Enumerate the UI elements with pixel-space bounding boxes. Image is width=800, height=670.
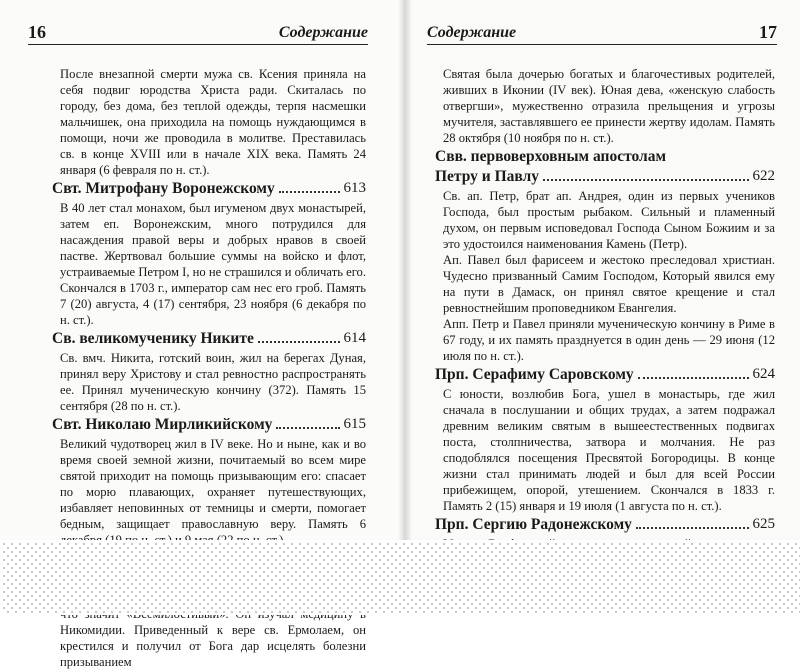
toc-entry-page: 614	[343, 330, 366, 346]
toc-entry-title: Прп. Серафиму Саровскому	[435, 366, 634, 383]
dot-leader	[636, 526, 749, 529]
dot-leader	[543, 178, 748, 181]
toc-entry-page: 622	[752, 168, 775, 184]
toc-entry-petr-pavel-line1[interactable]: Свв. первоверховным апостолам	[435, 148, 667, 165]
toc-entry-title: Свт. Митрофану Воронежскому	[52, 180, 275, 197]
toc-entry-page: 625	[752, 516, 775, 532]
annotation-petr-pavel: Апп. Петр и Павел приняли мученическую кончину в Риме в 67 году, и их память празднуется в один день — 29 июня (12 июля по н. ст.).	[443, 317, 775, 363]
dot-leader	[276, 426, 339, 429]
book-gutter-shadow	[398, 0, 412, 540]
right-page-header	[427, 22, 777, 52]
dot-leader	[258, 340, 340, 343]
toc-entry-petr-pavel[interactable]	[435, 167, 775, 186]
page-number: 17	[759, 22, 777, 42]
annotation-petr: Св. ап. Петр, брат ап. Андрея, один из первых учеников Господа, был простым рыбаком. Сильный и пламенный духом, он первым исповедовал Господа Сыном Божиим и за это удостоился наименования Камень (Петр).	[443, 189, 775, 251]
scan-dither-band-offset	[4, 544, 800, 615]
annotation-serafim: С юности, возлюбив Бога, ушел в монастырь, где жил сначала в послушании и общих трудах, а затем подражал древним великим святым в вышеестественных подвигах поста, столпничества, затвора и молчания. Не раз сподоблялся посещения Пресвятой Богородицы. В конце жизни стал принимать людей и был для всей России прибежищем, опорой, утешением. Скончался в 1833 г. Память 2 (15) января и 19 июля (1 августа по н. ст.).	[443, 387, 775, 513]
annotation-ksenia: После внезапной смерти мужа св. Ксения приняла на себя подвиг юродства Христа ради. Скиталась по городу, без дома, без теплой одежды, терпя насмешки мальчишек, она приходила на помощь нуждающимся в помощи, ночи же проводила в молитве. Преставилась св. в конце XVIII или в начале XIX века. Память 24 января (6 февраля по н. ст.).	[60, 67, 366, 177]
toc-entry-title: Петру и Павлу	[435, 168, 540, 185]
running-title: Содержание	[427, 24, 517, 41]
annotation-mitrofan: В 40 лет стал монахом, был игуменом двух монастырей, затем еп. Воронежским, много потрудился для насаждения правой веры и добрых нравов в своей пастве. Жертвовал большие суммы на войско и флот, устраиваемые Петром I, но не страшился и обличать его. Скончался в 1703 г., император сам нес его гроб. Память 7 (20) августа, 4 (17) сентября, 23 ноября (6 декабря по н. ст.).	[60, 201, 366, 327]
toc-entry-page: 624	[752, 366, 775, 382]
annotation-panteleimon: Никомидии. Приведенный к вере св. Ермолаем, он крестился и получил от Бога дар исцелять болезни призыванием	[60, 623, 366, 669]
annotation-pavel: Ап. Павел был фарисеем и жестоко преследовал христиан. Чудесно призванный Самим Господом, Который явился ему на пути в Дамаск, он принял святое крещение и стал ревностнейшим проповедником Евангелия.	[443, 253, 775, 315]
page-number: 16	[28, 22, 46, 42]
running-title: Содержание	[278, 24, 368, 41]
toc-entry-title: Прп. Сергию Радонежскому	[435, 516, 632, 533]
annotation-ekaterina: Святая была дочерью богатых и благочестивых родителей, живших в Иконии (IV век). Юная дева, «женскую слабость отвергши», мужественно отразила прельщения и угрозы мучителя, заставлявшего ее принести жертву идолам. Память 28 октября (10 ноября по н. ст.).	[443, 67, 775, 145]
left-page-header	[28, 22, 368, 52]
header-rule	[28, 44, 368, 45]
annotation-nikita: Св. вмч. Никита, готский воин, жил на берегах Дуная, принял веру Христову и стал ревностно распространять ее. Принял мученическую кончину (372). Память 15 сентября (28 по н. ст.).	[60, 351, 366, 413]
toc-entry-title: Свт. Николаю Мирликийскому	[52, 416, 273, 433]
toc-entry-nikolai[interactable]	[52, 415, 366, 434]
right-page	[405, 0, 800, 540]
dot-leader	[638, 376, 749, 379]
toc-entry-nikita[interactable]	[52, 329, 366, 348]
toc-entry-page: 613	[343, 180, 366, 196]
toc-entry-mitrofan[interactable]	[52, 179, 366, 198]
header-rule	[427, 44, 777, 45]
dot-leader	[279, 190, 340, 193]
right-contents-column	[437, 66, 775, 600]
toc-entry-sergii[interactable]	[435, 515, 775, 534]
toc-entry-serafim[interactable]	[435, 365, 775, 384]
annotation-nikolai: Великий чудотворец жил в IV веке. Но и ныне, как и во время своей земной жизни, почитаемый во всем мире святой приходит на помощь призывающим его: спасает по морю плавающих, охраняет путешествующих, избавляет неповинных от темницы и смерти, помогает бедным, защищает православную веру. Память 6	[60, 437, 366, 531]
toc-entry-title: Св. великомученику Никите	[52, 330, 254, 347]
toc-entry-page: 615	[343, 416, 366, 432]
